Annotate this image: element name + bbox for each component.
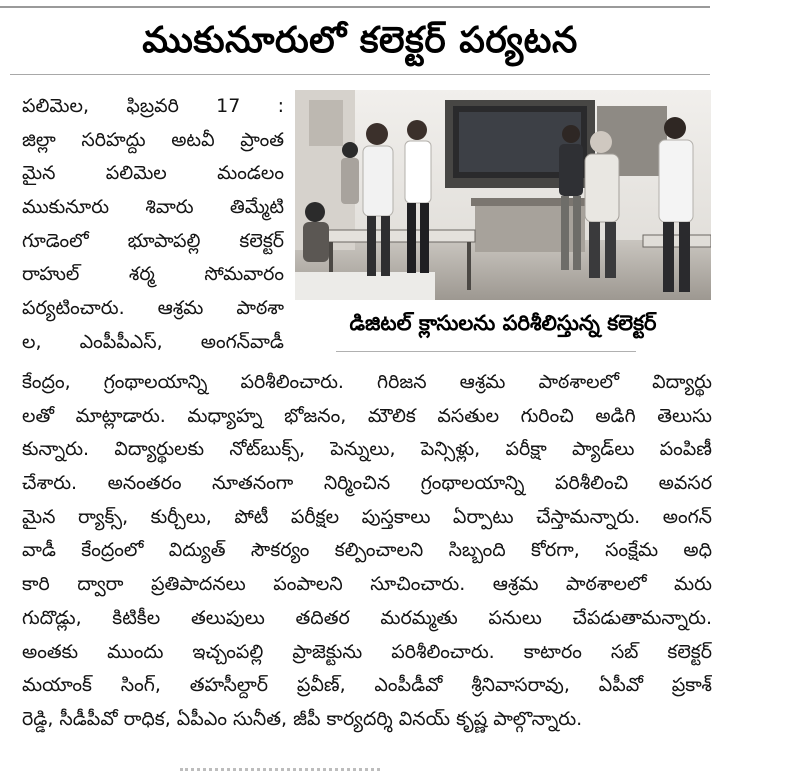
- article-line: మైన ర్యాక్స్, కుర్చీలు, పోటీ పరీక్షల పుస్తకాలు ఏర్పాటు చేస్తామన్నారు. అంగన్: [22, 505, 712, 528]
- article-line: లతో మాట్లాడారు. మధ్యాహ్న భోజనం, మౌలిక వసతుల గురించి అడిగి తెలుసు: [22, 404, 712, 427]
- caption-rule: [336, 351, 636, 352]
- article-line: అంతకు ముందు ఇచ్చంపల్లి ప్రాజెక్టును పరిశీలించారు. కాటారం సబ్ కలెక్టర్: [22, 640, 712, 663]
- bottom-cut-line: [180, 768, 380, 771]
- article-line: పలిమెల, ఫిబ్రవరి 17 :: [22, 95, 284, 117]
- article-line: పర్యటించారు. ఆశ్రమ పాఠశా: [22, 297, 284, 320]
- headline-rule: [10, 74, 710, 75]
- article-line: ముకునూరు శివారు తిమ్మేటి: [22, 196, 284, 219]
- article-line: కారి ద్వారా ప్రతిపాదనలు పంపాలని సూచించారు. ఆశ్రమ పాఠశాలలో మరు: [22, 573, 712, 596]
- article-line: మయాంక్ సింగ్, తహసీల్దార్ ప్రవీణ్, ఎంపీడీవో శ్రీనివాసరావు, ఏపీవో ప్రకాశ్: [22, 674, 712, 697]
- classroom-photo-illustration: [295, 90, 711, 300]
- article-line: వాడీ కేంద్రంలో విద్యుత్ సౌకర్యం కల్పించాలని సిబ్బంది కోరగా, సంక్షేమ అధి: [22, 539, 712, 562]
- article-line: గుదొడ్లు, కిటికీల తలుపులు తదితర మరమ్మతు పనులు చేపడుతామన్నారు.: [22, 606, 712, 629]
- article-line: గూడెంలో భూపాపల్లి కలెక్టర్: [22, 229, 284, 252]
- article-line: మైన పలిమెల మండలం: [22, 162, 284, 185]
- article-line: ల, ఎంపీపీఎస్, అంగన్‌వాడీ: [22, 330, 284, 353]
- top-rule: [0, 6, 710, 8]
- news-photo: [295, 90, 711, 300]
- article-left-column: [22, 90, 284, 360]
- photo-caption: డిజిటల్ క్లాసులను పరిశీలిస్తున్న కలెక్టర్: [349, 311, 657, 335]
- headline: ముకునూరులో కలెక్టర్ పర్యటన: [142, 20, 578, 61]
- article-line: చేశారు. అనంతరం నూతనంగా నిర్మించిన గ్రంథాలయాన్ని పరిశీలించి అవసర: [22, 472, 712, 495]
- article-full-width-text: [22, 366, 712, 737]
- article-line: రాహుల్ శర్మ సోమవారం: [22, 263, 284, 286]
- article-line: జిల్లా సరిహద్దు అటవీ ప్రాంత: [22, 128, 284, 151]
- article-line: కేంద్రం, గ్రంథాలయాన్ని పరిశీలించారు. గిరిజన ఆశ్రమ పాఠశాలలో విద్యార్థు: [22, 371, 712, 393]
- article-line: రెడ్డి, సీడీపీవో రాధిక, ఏపీఎం సునీత, జీపీ కార్యదర్శి వినయ్ కృష్ణ పాల్గొన్నారు.: [22, 707, 583, 730]
- article-line: కున్నారు. విద్యార్థులకు నోట్‌బుక్స్, పెన్నులు, పెన్సిళ్లు, పరీక్షా ప్యాడ్‌లు పంపిణీ: [22, 438, 712, 461]
